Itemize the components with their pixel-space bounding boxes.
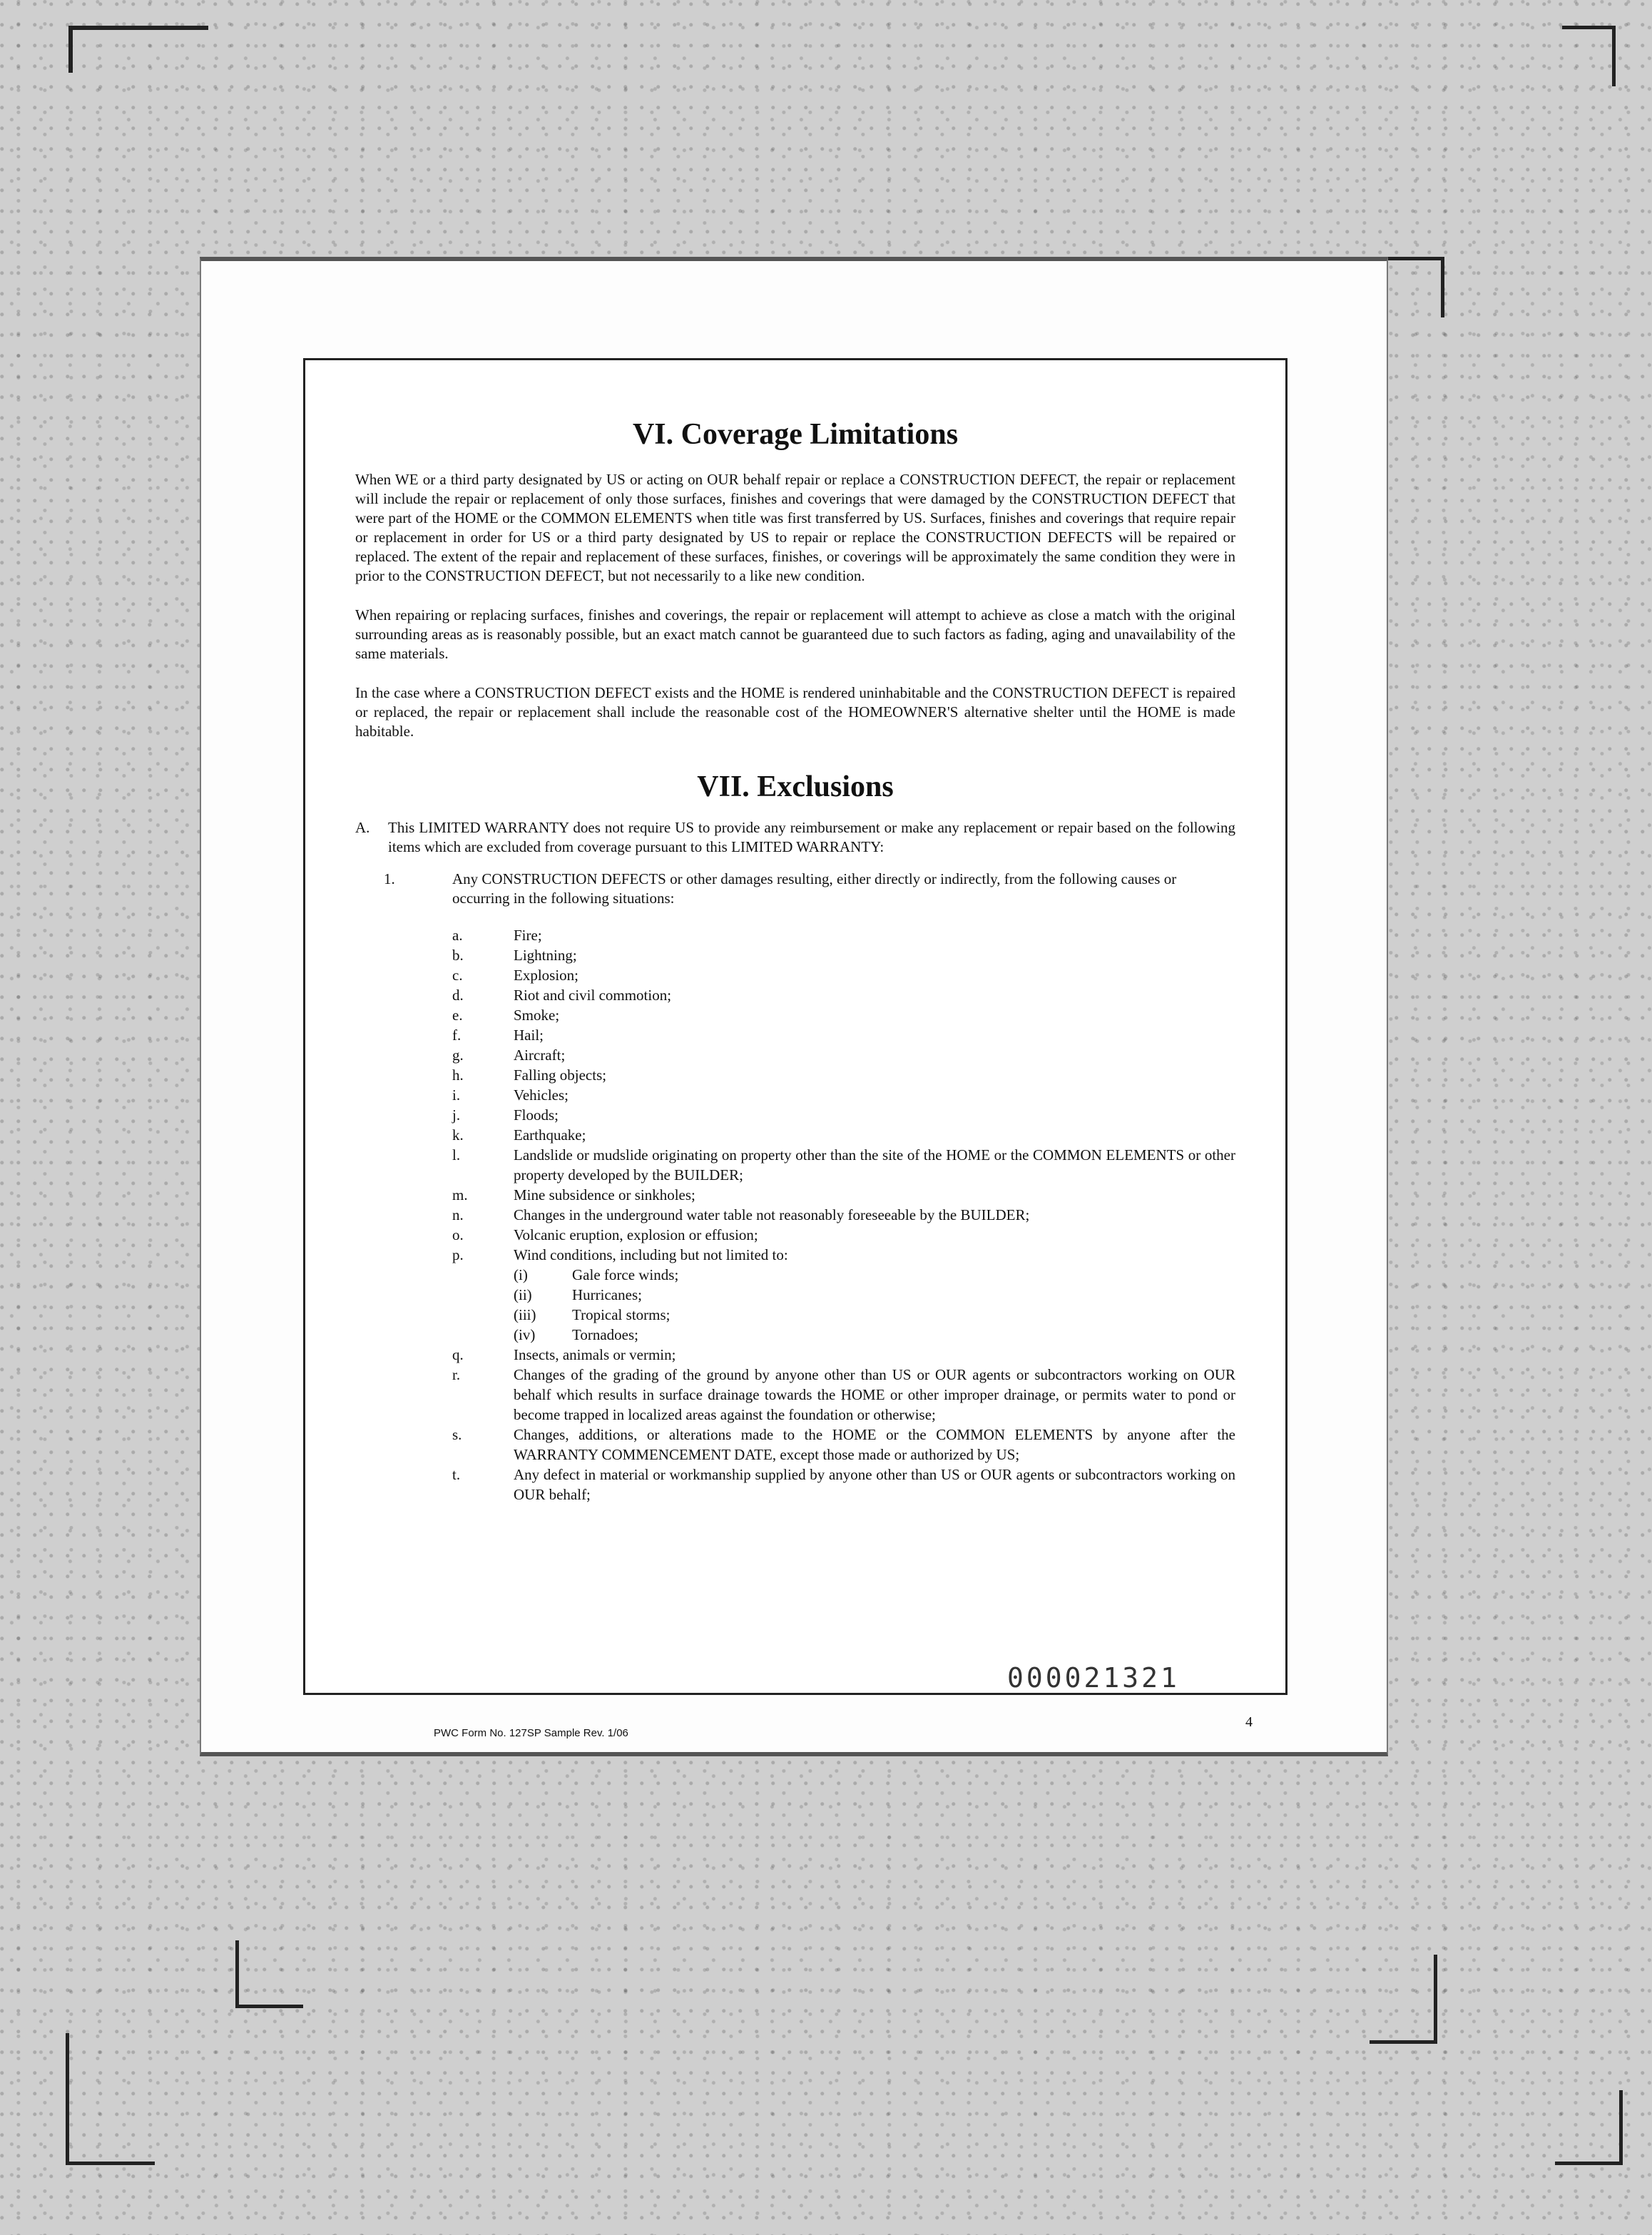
list-item xyxy=(452,945,1235,965)
wind-item-text: Gale force winds; xyxy=(572,1266,679,1283)
wind-item-text: Hurricanes; xyxy=(572,1286,642,1303)
list-item-text: Riot and civil commotion; xyxy=(514,987,672,1004)
crop-mark-bottom-right xyxy=(1555,2090,1623,2165)
exclusion-a-label: A. xyxy=(355,819,370,836)
list-item-label: m. xyxy=(452,1186,468,1203)
list-item-label: g. xyxy=(452,1047,464,1064)
list-item xyxy=(452,1245,1235,1345)
list-item xyxy=(452,1045,1235,1065)
list-item-text: Floods; xyxy=(514,1106,559,1124)
list-item-text: Changes of the grading of the ground by anyone other than US or OUR agents or subcontractors working on OUR behalf which results in surface drainage towards the HOME or other improper drainage, or permits water to pond or become trapped in localized areas against the foundation or otherwise; xyxy=(514,1366,1235,1423)
bates-stamp: 000021321 xyxy=(1007,1662,1180,1694)
list-item-text: Any defect in material or workmanship supplied by anyone other than US or OUR agents or subcontractors working on OUR behalf; xyxy=(514,1466,1235,1503)
list-item-label: c. xyxy=(452,967,463,984)
list-item xyxy=(452,965,1235,985)
section-6-paragraph-3: In the case where a CONSTRUCTION DEFECT exists and the HOME is rendered uninhabitable and the CONSTRUCTION DEFECT is repaired or replaced, the repair or replacement shall include the reasonable cost of the HOMEOWNER'S alternative shelter until the HOME is made habitable. xyxy=(355,684,1235,740)
list-item-text: Changes, additions, or alterations made to the HOME or the COMMON ELEMENTS by anyone after the WARRANTY COMMENCEMENT DATE, except those made or authorized by US; xyxy=(514,1426,1235,1463)
list-item-text: Wind conditions, including but not limited to: xyxy=(514,1246,788,1263)
wind-conditions-list xyxy=(514,1265,1235,1345)
crop-mark-sheet-top-right xyxy=(1384,257,1444,317)
exclusion-a xyxy=(355,818,1235,857)
list-item-label: j. xyxy=(452,1106,461,1124)
crop-mark-top-left xyxy=(68,26,208,73)
list-item xyxy=(452,1145,1235,1185)
section-6-title: VI. Coverage Limitations xyxy=(632,418,959,451)
crop-mark-sheet-bottom-left xyxy=(235,1940,303,2008)
form-number: PWC Form No. 127SP Sample Rev. 1/06 xyxy=(434,1727,628,1739)
page-content xyxy=(355,417,1235,1505)
wind-item-label: (i) xyxy=(514,1266,528,1283)
list-item xyxy=(452,1105,1235,1125)
list-item-text: Hail; xyxy=(514,1027,544,1044)
list-item-text: Landslide or mudslide originating on property other than the site of the HOME or the COMMON ELEMENTS or other property developed by the BUILDER; xyxy=(514,1146,1235,1183)
crop-mark-sheet-bottom-right xyxy=(1370,1955,1437,2044)
list-item xyxy=(452,1085,1235,1105)
list-item-text: Volcanic eruption, explosion or effusion; xyxy=(514,1226,758,1243)
list-item-label: t. xyxy=(452,1466,461,1483)
list-item xyxy=(452,985,1235,1005)
list-item-label: f. xyxy=(452,1027,462,1044)
crop-mark-bottom-left xyxy=(66,2033,155,2165)
list-item-label: o. xyxy=(452,1226,464,1243)
list-item-text: Falling objects; xyxy=(514,1066,607,1084)
exclusion-1 xyxy=(384,870,1235,908)
list-item xyxy=(452,1345,1235,1365)
list-item-text: Smoke; xyxy=(514,1007,560,1024)
list-item-label: n. xyxy=(452,1206,464,1223)
list-item-label: i. xyxy=(452,1086,461,1104)
list-item-text: Explosion; xyxy=(514,967,579,984)
list-item xyxy=(452,1185,1235,1205)
list-item-text: Fire; xyxy=(514,927,542,944)
list-item-label: d. xyxy=(452,987,464,1004)
exclusion-1-text: Any CONSTRUCTION DEFECTS or other damages resulting, either directly or indirectly, from the following causes or occurring in the following situations: xyxy=(452,870,1177,907)
wind-item xyxy=(514,1265,1235,1285)
list-item-text: Vehicles; xyxy=(514,1086,568,1104)
list-item-label: h. xyxy=(452,1066,464,1084)
list-item-label: s. xyxy=(452,1426,462,1443)
list-item-label: q. xyxy=(452,1346,464,1363)
list-item-text-block xyxy=(514,1245,1235,1345)
wind-item xyxy=(514,1325,1235,1345)
list-item-label: l. xyxy=(452,1146,461,1164)
list-item xyxy=(452,1205,1235,1225)
list-item xyxy=(452,1465,1235,1505)
list-item-text: Changes in the underground water table not reasonably foreseeable by the BUILDER; xyxy=(514,1206,1030,1223)
section-7-title: VII. Exclusions xyxy=(697,770,894,803)
list-item-label: b. xyxy=(452,947,464,964)
section-6-paragraph-2: When repairing or replacing surfaces, finishes and coverings, the repair or replacement will attempt to achieve as close a match with the original surrounding areas as is reasonably possible, but an exact match cannot be guaranteed due to such factors as fading, aging and unavailability of the same materials. xyxy=(355,606,1235,662)
wind-item xyxy=(514,1285,1235,1305)
wind-item-label: (ii) xyxy=(514,1286,532,1303)
list-item-label: e. xyxy=(452,1007,463,1024)
list-item xyxy=(452,925,1235,945)
page-number: 4 xyxy=(1245,1714,1253,1730)
wind-item xyxy=(514,1305,1235,1325)
section-6-paragraph-1: When WE or a third party designated by US or acting on OUR behalf repair or replace a CONSTRUCTION DEFECT, the repair or replacement will include the repair or replacement of only those surfaces, finishes and coverings that were damaged by the CONSTRUCTION DEFECT that were part of the HOME or the COMMON ELEMENTS when title was first transferred by US. Surfaces, finishes and coverings that require repair or replacement in order for US or a third party designated by US to repair or replace the CONSTRUCTION DEFECTS will be repaired or replaced. The extent of the repair and replacement of these surfaces, finishes, or coverings will be approximately the same condition they were in prior to the CONSTRUCTION DEFECT, but not necessarily to a like new condition. xyxy=(355,471,1235,584)
list-item xyxy=(452,1425,1235,1465)
list-item-text: Aircraft; xyxy=(514,1047,566,1064)
exclusion-1-label: 1. xyxy=(384,870,395,887)
crop-mark-top-right xyxy=(1562,26,1616,86)
wind-item-text: Tropical storms; xyxy=(572,1306,671,1323)
scanned-sheet xyxy=(200,257,1388,1756)
list-item-label: k. xyxy=(452,1126,464,1144)
list-item xyxy=(452,1005,1235,1025)
list-item xyxy=(452,1125,1235,1145)
exclusion-a-text: This LIMITED WARRANTY does not require US to provide any reimbursement or make any replacement or repair based on the following items which are excluded from coverage pursuant to this LIMITED WARRANTY: xyxy=(388,819,1235,855)
page-frame xyxy=(303,358,1288,1739)
wind-item-label: (iii) xyxy=(514,1306,536,1323)
list-item-text: Lightning; xyxy=(514,947,577,964)
list-item-text: Mine subsidence or sinkholes; xyxy=(514,1186,695,1203)
list-item-text: Insects, animals or vermin; xyxy=(514,1346,676,1363)
list-item xyxy=(452,1365,1235,1425)
list-item-text: Earthquake; xyxy=(514,1126,586,1144)
list-item-label: r. xyxy=(452,1366,461,1383)
wind-item-label: (iv) xyxy=(514,1326,536,1343)
wind-item-text: Tornadoes; xyxy=(572,1326,639,1343)
list-item-label: a. xyxy=(452,927,463,944)
list-item xyxy=(452,1065,1235,1085)
list-item xyxy=(452,1225,1235,1245)
list-item-label: p. xyxy=(452,1246,464,1263)
exclusion-list xyxy=(452,925,1235,1505)
list-item xyxy=(452,1025,1235,1045)
